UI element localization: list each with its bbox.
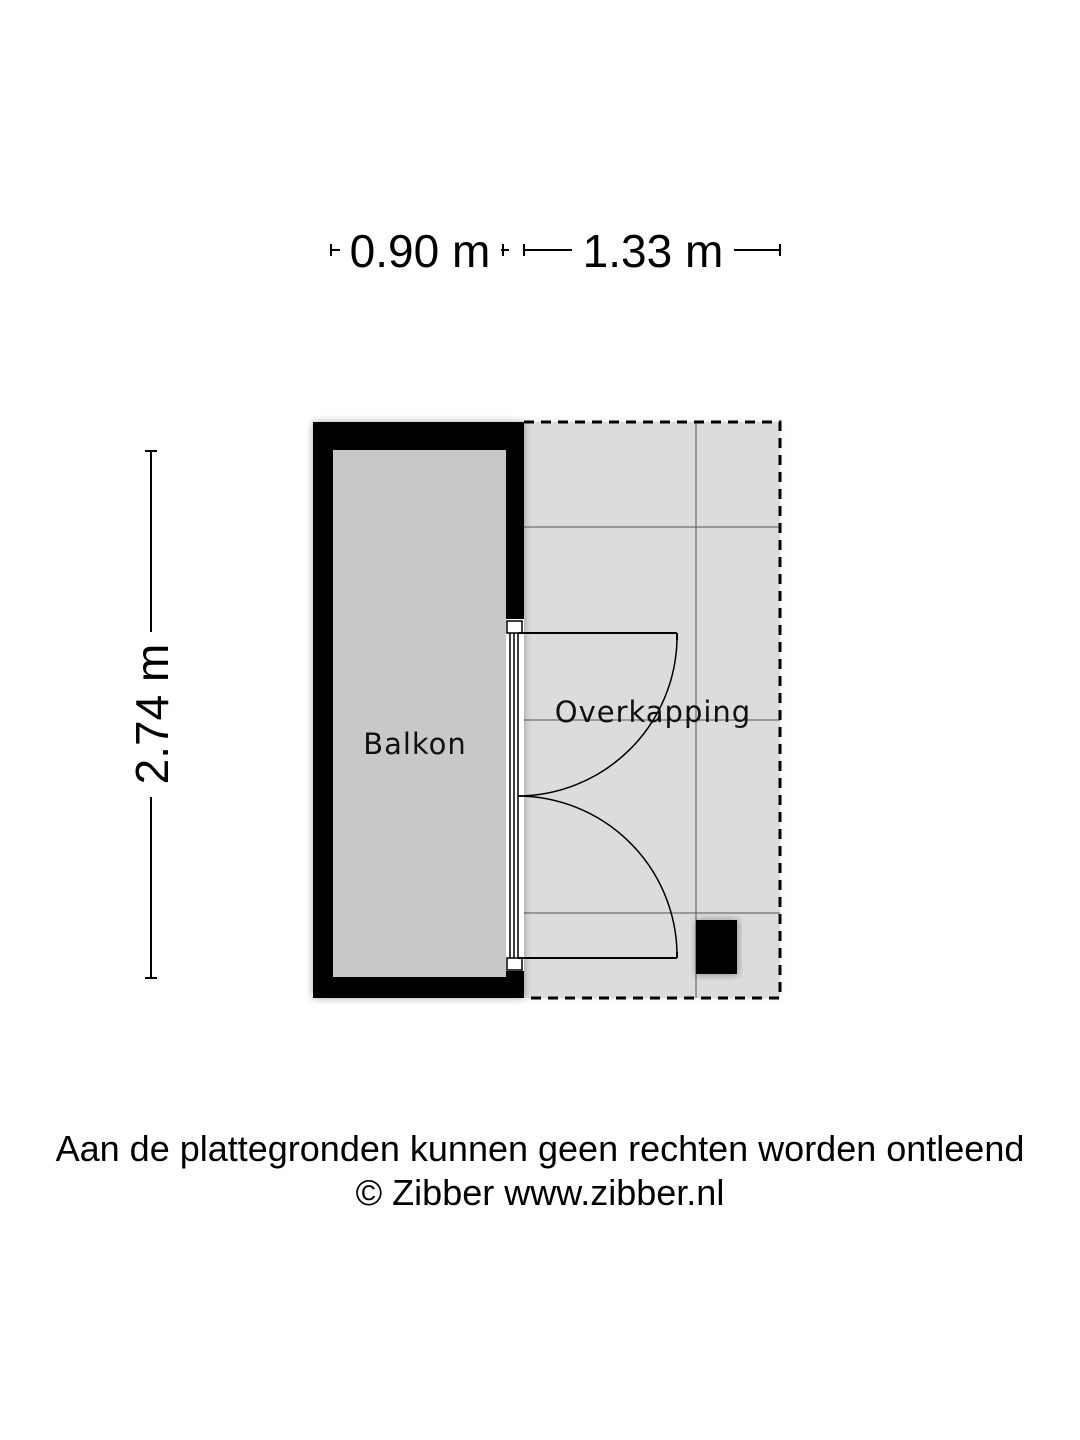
balkon-floor [333, 450, 506, 977]
disclaimer-text: Aan de plattegronden kunnen geen rechten worden ontleend [55, 1128, 1025, 1169]
copyright-text: © Zibber www.zibber.nl [355, 1172, 725, 1213]
width-right-label: 1.33 m [582, 225, 724, 277]
height-dimension [126, 451, 178, 978]
width-dimension [331, 225, 780, 277]
pillar [696, 920, 738, 975]
balkon-walls [313, 422, 524, 998]
width-left-label: 0.90 m [349, 225, 491, 277]
balkon-label: Balkon [363, 727, 467, 761]
height-label: 2.74 m [126, 643, 178, 785]
overkapping-label: Overkapping [554, 695, 752, 729]
